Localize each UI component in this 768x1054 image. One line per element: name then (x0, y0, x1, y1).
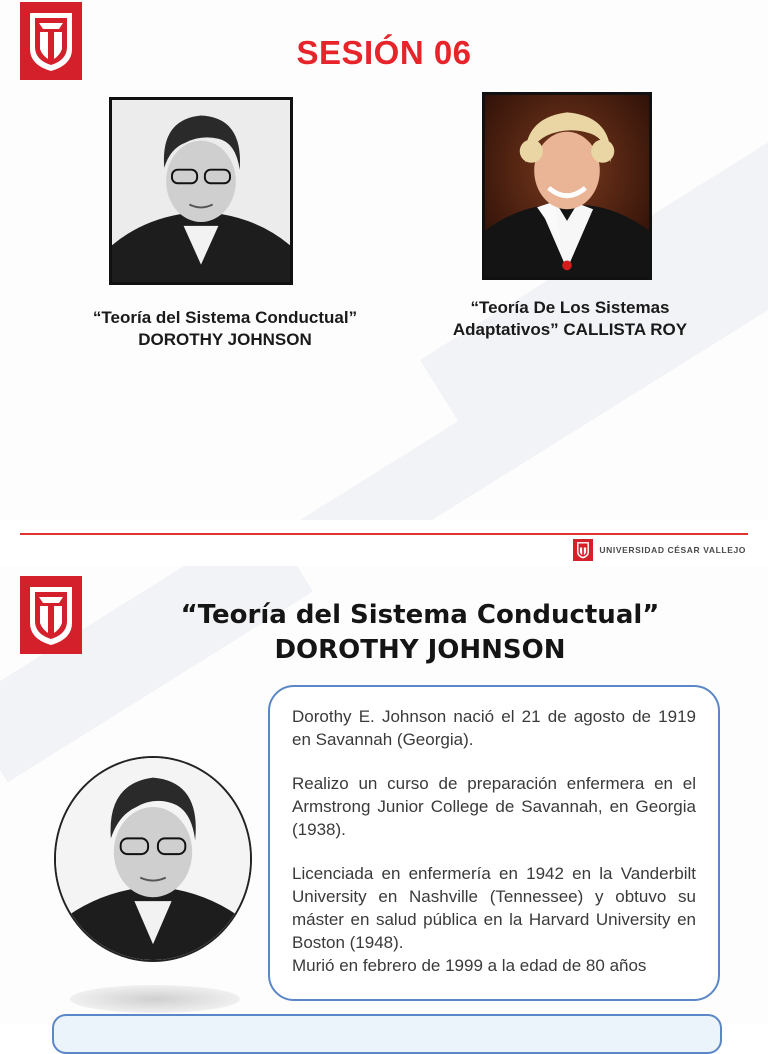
slide2-title-line1: “Teoría del Sistema Conductual” (180, 600, 660, 630)
university-name: UNIVERSIDAD CÉSAR VALLEJO (599, 545, 746, 555)
biography-box (268, 685, 720, 1001)
ucv-mini-logo-icon (573, 539, 593, 561)
bio-paragraph-2: Realizo un curso de preparación enfermera en el Armstrong Junior College de Savannah, en Georgia (1938). (292, 774, 696, 839)
slide-1 (0, 0, 768, 520)
slide2-title (100, 598, 740, 668)
slide-divider (20, 533, 748, 535)
dorothy-caption (60, 307, 390, 351)
dorothy-caption-line2: DOROTHY JOHNSON (138, 330, 312, 349)
roy-caption (420, 297, 720, 341)
bio-paragraph-1: Dorothy E. Johnson nació el 21 de agosto de 1919 en Savannah (Georgia). (292, 707, 696, 749)
dorothy-johnson-portrait (54, 756, 252, 962)
callista-roy-photo (482, 92, 652, 280)
slide2-title-line2: DOROTHY JOHNSON (274, 635, 566, 665)
roy-caption-line1: “Teoría De Los Sistemas (470, 298, 670, 317)
roy-caption-line2: Adaptativos” CALLISTA ROY (452, 320, 688, 339)
bio-paragraph-4: Murió en febrero de 1999 a la edad de 80 años (292, 956, 647, 975)
portrait-shadow (70, 985, 240, 1013)
bio-paragraph-3: Licenciada en enfermería en 1942 en la Vanderbilt University en Nashville (Tennessee) y obtuvo su máster en salud pública en la Harvard University en Boston (1948). (292, 864, 696, 952)
dorothy-johnson-photo (109, 97, 293, 285)
dorothy-caption-line1: “Teoría del Sistema Conductual” (92, 308, 358, 327)
university-brand (573, 538, 746, 562)
ucv-logo-icon (20, 576, 82, 654)
next-content-box (52, 1014, 722, 1054)
session-title: SESIÓN 06 (296, 34, 472, 71)
